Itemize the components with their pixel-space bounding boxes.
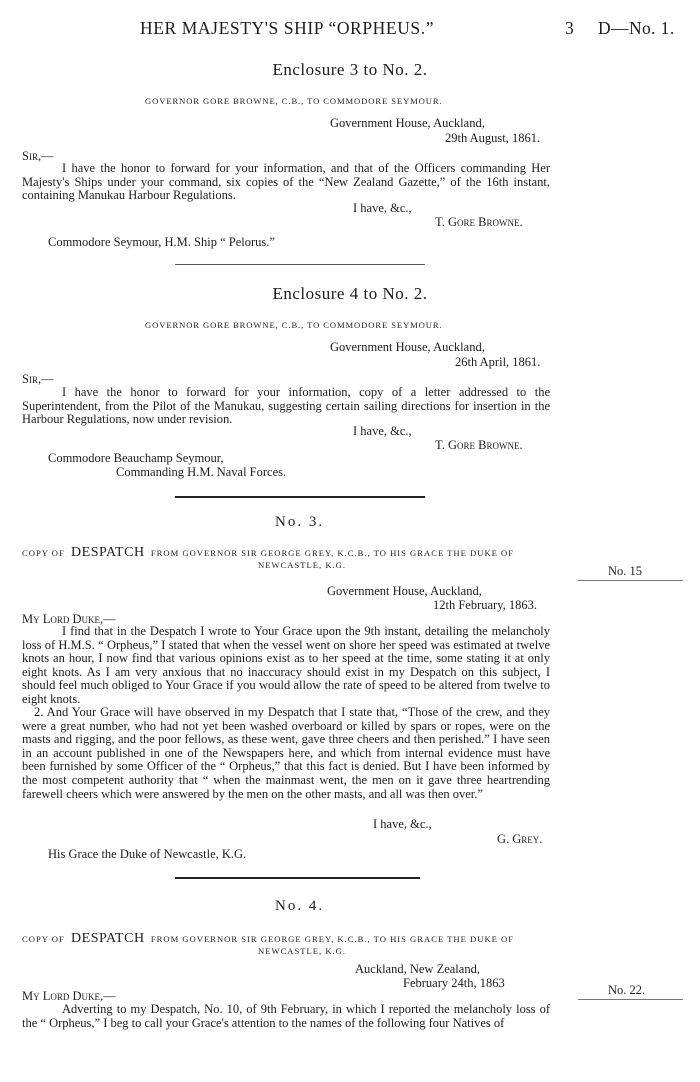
no-3-addressee: His Grace the Duke of Newcastle, K.G. [48, 847, 247, 861]
no-3-date: 12th February, 1863. [433, 598, 538, 612]
no-4-address-line1: Auckland, New Zealand, [355, 962, 480, 976]
enclosure-3-address-line1: Government House, Auckland, [330, 116, 485, 130]
no-3-despatch-heading-line2: NEWCASTLE, K.G. [258, 560, 347, 570]
margin-note-rule [578, 999, 683, 1000]
enclosure-3-addressee: Commodore Seymour, H.M. Ship “ Pelorus.” [48, 235, 275, 249]
enclosure-4-address-line1: Government House, Auckland, [330, 340, 485, 354]
enclosure-4-addressee-line2: Commanding H.M. Naval Forces. [116, 465, 287, 479]
running-header-title: HER MAJESTY'S SHIP “ORPHEUS.” [140, 18, 435, 38]
no-3-margin-note: No. 15 [608, 564, 643, 578]
page-number: 3 [565, 18, 574, 38]
margin-note-rule [578, 580, 683, 581]
no-3-title: No. 3. [275, 514, 325, 530]
no-3-closing: I have, &c., [373, 817, 432, 831]
enclosure-4-closing: I have, &c., [353, 424, 412, 438]
enclosure-4-paragraph: I have the honor to forward for your information, copy of a letter addressed to the Superintendent, from the Pilot of the Manukau, suggesting certain sailing directions for insertion in the Harbour Regulations, now under revision. [22, 385, 550, 427]
section-divider [175, 264, 425, 265]
no-3-despatch-heading: COPY OF DESPATCH FROM GOVERNOR SIR GEORGE GREY, K.C.B., TO HIS GRACE THE DUKE OF [22, 545, 515, 560]
enclosure-3-date: 29th August, 1861. [445, 131, 541, 145]
no-3-paragraph-2: 2. And Your Grace will have observed in my Despatch that I state that, “Those of the crew, and they were a great number, who had not yet been washed overboard or killed by spars or ropes, were on the masts and rigging, and the poor fellows, as these went, gave three cheers and then perished.” I have seen in an account published in one of the Newspapers here, and which from internal evidence must have been furnished by some Officer of the “ Orpheus,” that this fact is denied. But I have been informed by the most competent authority that “ when the mainmast went, the men on it gave three heartrending farewell cheers which were answered by the men on the other masts, and all was then over.” [22, 705, 550, 801]
no-3-paragraph-1: I find that in the Despatch I wrote to Your Grace upon the 9th instant, detailing the melancholy loss of H.M.S. “ Orpheus,” I stated that when the vessel went on shore her speed was estimated at twelve knots an hour, I now find that various opinions exist as to her speed at the time, some stating it at only eight knots. As I am very anxious that no inaccuracy should exist in my Despatch on this subject, I should feel much obliged to Your Grace if you would allow the rate of speed to be altered from twelve to eight knots. [22, 624, 550, 706]
no-3-signature: G. Grey. [497, 832, 543, 846]
enclosure-3-paragraph: I have the honor to forward for your information, and that of the Officers commanding Her Majesty's Ships under your command, six copies of the “New Zealand Gazette,” of the 16th instant, containing Manukau Harbour Regulations. [22, 161, 550, 203]
enclosure-3-subheading: GOVERNOR GORE BROWNE, C.B., TO COMMODORE SEYMOUR. [145, 96, 443, 106]
no-3-salutation: My Lord Duke,— [22, 612, 116, 626]
enclosure-4-subheading: GOVERNOR GORE BROWNE, C.B., TO COMMODORE SEYMOUR. [145, 320, 443, 330]
no-4-paragraph: Adverting to my Despatch, No. 10, of 9th February, in which I reported the melancholy loss of the “ Orpheus,” I beg to call your Grace's attention to the names of the following four Natives of [22, 1002, 550, 1030]
enclosure-3-salutation: Sir,— [22, 149, 54, 163]
no-4-title: No. 4. [275, 898, 325, 914]
enclosure-4-date: 26th April, 1861. [455, 355, 541, 369]
section-divider-thick [175, 496, 425, 498]
no-4-date: February 24th, 1863 [403, 976, 505, 990]
no-4-despatch-heading-line2: NEWCASTLE, K.G. [258, 946, 347, 956]
enclosure-3-closing: I have, &c., [353, 201, 412, 215]
no-4-salutation: My Lord Duke,— [22, 989, 116, 1003]
no-4-margin-note: No. 22. [608, 983, 646, 997]
enclosure-3-signature: T. Gore Browne. [435, 215, 523, 229]
enclosure-4-addressee-line1: Commodore Beauchamp Seymour, [48, 451, 224, 465]
no-4-despatch-heading: COPY OF DESPATCH FROM GOVERNOR SIR GEORGE GREY, K.C.B., TO HIS GRACE THE DUKE OF [22, 931, 515, 946]
document-reference: D—No. 1. [598, 18, 675, 38]
section-divider-thick [175, 877, 420, 879]
no-3-address-line1: Government House, Auckland, [327, 584, 482, 598]
enclosure-4-title: Enclosure 4 to No. 2. [272, 284, 428, 303]
enclosure-4-signature: T. Gore Browne. [435, 438, 523, 452]
enclosure-4-salutation: Sir,— [22, 372, 54, 386]
enclosure-3-title: Enclosure 3 to No. 2. [272, 60, 428, 79]
